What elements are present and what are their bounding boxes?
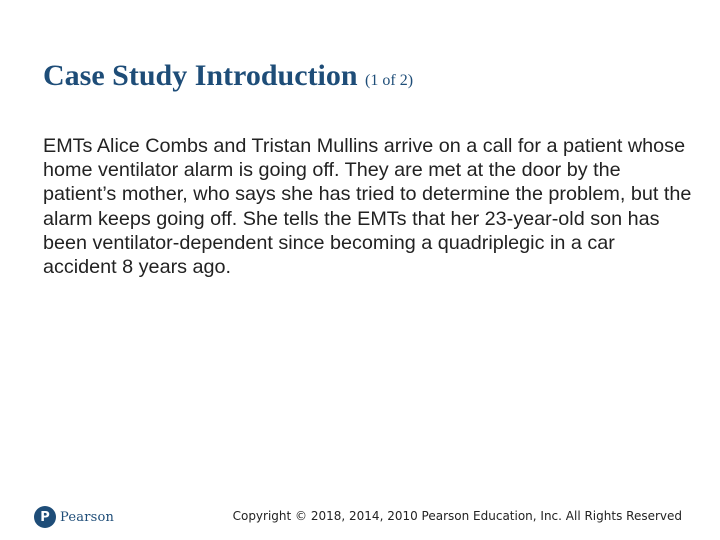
pearson-logo [34, 505, 114, 529]
slide-title-suffix: (1 of 2) [365, 72, 414, 89]
slide-title-main: Case Study Introduction [43, 59, 358, 92]
slide-title [43, 58, 413, 94]
pearson-logo-icon: P [34, 506, 56, 528]
case-study-text: EMTs Alice Combs and Tristan Mullins arrive on a call for a patient whose home ventilator alarm is going off. They are met at the door by the patient’s mother, who says she has tried to determine the problem, but the alarm keeps going off. She tells the EMTs that her 23-year-old son has been ventilator-dependent since becoming a quadriplegic in a car accident 8 years ago. [43, 135, 692, 279]
pearson-logo-wordmark: Pearson [60, 509, 115, 525]
copyright-notice: Copyright © 2018, 2014, 2010 Pearson Education, Inc. All Rights Reserved [232, 509, 682, 523]
